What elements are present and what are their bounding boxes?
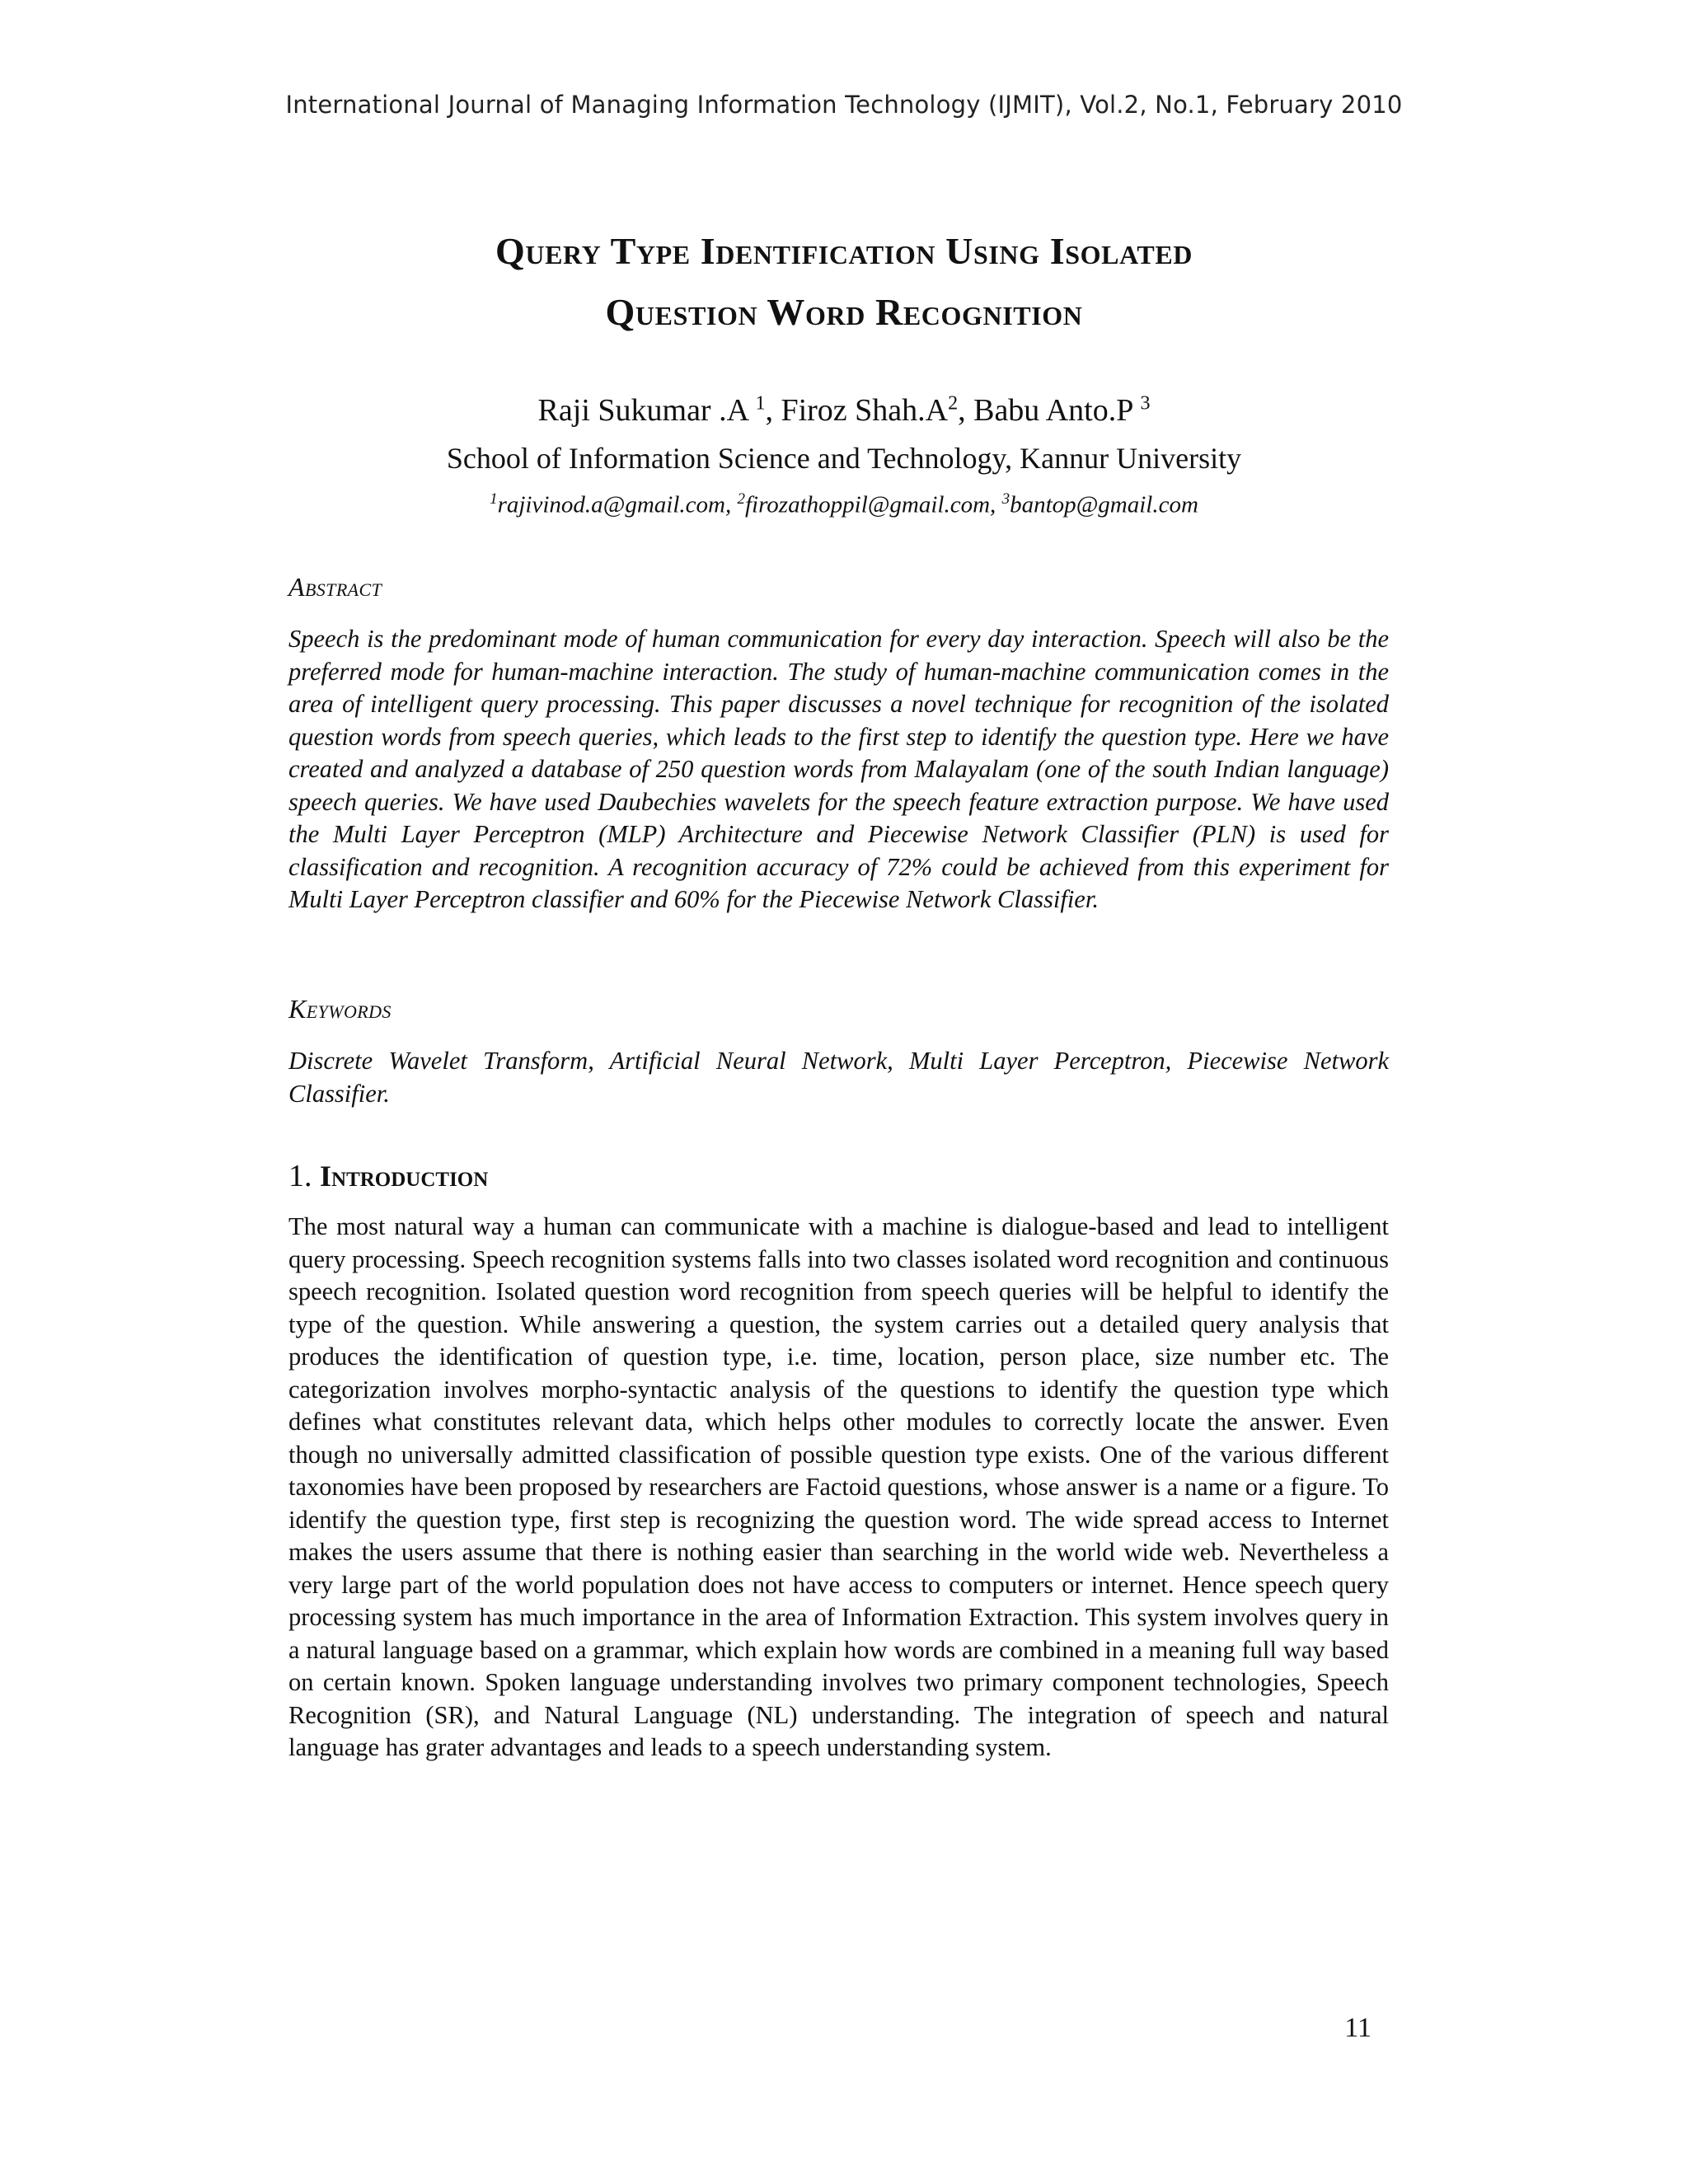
email-1-marker: 1 xyxy=(490,490,498,508)
introduction-text: The most natural way a human can communicate with a machine is dialogue-based and lead to intelligent query processing. Speech recognition systems falls into two classes isolated word recognition and continuous speech recognition. Isolated question word recognition from speech queries will be helpful to identify the type of the question. While answering a question, the system carries out a detailed query analysis that produces the identification of question type, i.e. time, location, person place, size number etc. The categorization involves morpho-syntactic analysis of the questions to identify the question type which defines what constitutes relevant data, which helps other modules to correctly locate the answer. Even though no universally admitted classification of possible question type exists. One of the various different taxonomies have been proposed by researchers are Factoid questions, whose answer is a name or a figure. To identify the question type, first step is recognizing the question word. The wide spread access to Internet makes the users assume that there is nothing easier than searching in the world wide web. Nevertheless a very large part of the world population does not have access to computers or internet. Hence speech query processing system has much importance in the area of Information Extraction. This system involves query in a natural language based on a grammar, which explain how words are combined in a meaning full way based on certain known. Spoken language understanding involves two primary component technologies, Speech Recognition (SR), and Natural Language (NL) understanding. The integration of speech and natural language has grater advantages and leads to a speech understanding system. xyxy=(288,1212,1389,1761)
author-list xyxy=(0,392,1688,429)
author-3-marker: 3 xyxy=(1140,392,1151,415)
section-title: Introduction xyxy=(320,1160,489,1193)
author-3-name: , Babu Anto.P xyxy=(958,393,1141,428)
email-1: rajivinod.a@gmail.com, xyxy=(497,491,738,518)
abstract-heading: Abstract xyxy=(288,572,382,602)
paper-title xyxy=(0,221,1688,343)
email-2: firozathoppil@gmail.com, xyxy=(744,491,1002,518)
running-header: International Journal of Managing Information Technology (IJMIT), Vol.2, No.1, February 2010 xyxy=(285,91,1403,119)
abstract-text: Speech is the predominant mode of human communication for every day interaction. Speech will also be the preferred mode for human-machine interaction. The study of human-machine communication comes in the area of intelligent query processing. This paper discusses a novel technique for recognition of the isolated question words from speech queries, which leads to the first step to identify the question type. Here we have created and analyzed a database of 250 question words from Malayalam (one of the south Indian language) speech queries. We have used Daubechies wavelets for the speech feature extraction purpose. We have used the Multi Layer Perceptron (MLP) Architecture and Piecewise Network Classifier (PLN) is used for classification and recognition. A recognition accuracy of 72% could be achieved from this experiment for Multi Layer Perceptron classifier and 60% for the Piecewise Network Classifier. xyxy=(288,625,1389,913)
page-number: 11 xyxy=(1344,2013,1372,2043)
section-number: 1. xyxy=(288,1159,320,1193)
email-3: bantop@gmail.com xyxy=(1010,491,1198,518)
author-1-marker: 1 xyxy=(755,392,766,415)
title-line-1: Query Type Identification Using Isolated xyxy=(495,230,1193,272)
keywords-heading: Keywords xyxy=(288,994,392,1024)
author-2-name: , Firoz Shah.A xyxy=(765,393,949,428)
author-1-name: Raji Sukumar .A xyxy=(537,393,756,428)
keywords-text: Discrete Wavelet Transform, Artificial Neural Network, Multi Layer Perceptron, Piecewise Network Classifier. xyxy=(288,1047,1389,1108)
email-list xyxy=(0,490,1688,519)
author-2-marker: 2 xyxy=(948,392,959,415)
title-line-2: Question Word Recognition xyxy=(605,291,1083,333)
introduction-heading xyxy=(288,1158,488,1194)
email-2-marker: 2 xyxy=(737,490,745,508)
affiliation: School of Information Science and Technology, Kannur University xyxy=(446,442,1242,475)
email-3-marker: 3 xyxy=(1001,490,1010,508)
